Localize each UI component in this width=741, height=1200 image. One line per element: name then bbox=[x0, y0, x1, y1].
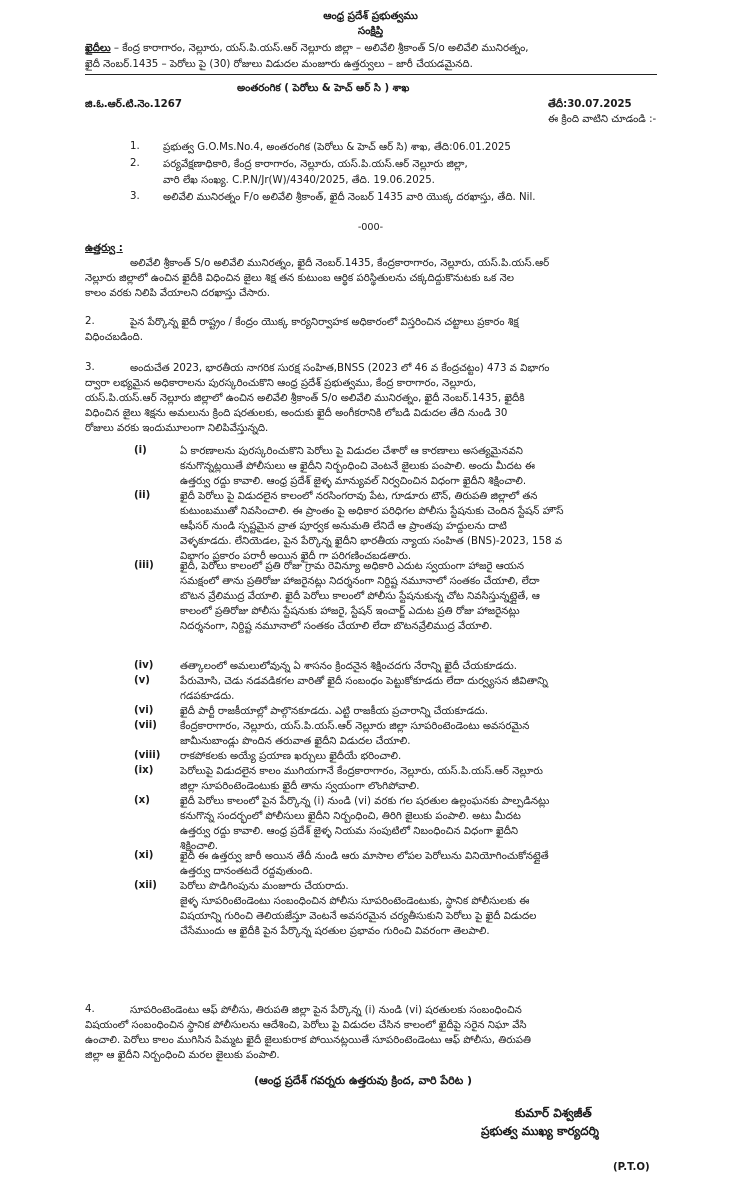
para3-number: 3. bbox=[85, 362, 95, 373]
condition-line: కాలంలో ప్రతిరోజు పోలీసు స్టేషనుకు హాజరై, స్టేషన్ ఇంచార్జ్ ఎదుట ప్రతి రోజు హాజరైనట్లు bbox=[180, 606, 520, 617]
condition-line: ఆఫీసర్ నుండి స్పష్టమైన వ్రాత పూర్వక అనుమతి లేనిదే ఆ ప్రాంతపు హద్దులను దాటి bbox=[180, 521, 507, 532]
condition-line: కేంద్రకారాగారం, నెల్లూరు, యస్.పి.యస్.ఆర్ నెల్లూరు జిల్లా సూపరింటెండెంటు అవసరమైన bbox=[180, 721, 530, 732]
order-label: ఉత్తర్వు : bbox=[85, 243, 123, 254]
para1-line: కాలం వరకు నిలిపి వేయాలని దరఖాస్తు చేసారు. bbox=[85, 288, 271, 299]
condition-line: బొటన వ్రేలిముద్ర వేయాలి. ఖైదీ పెరోలు కాలంలో పోలీసు స్టేషనుకున్న చోట నివసిస్తున్నట్లైతే, ఆ bbox=[180, 591, 540, 602]
condition-number: (vi) bbox=[134, 705, 154, 716]
condition-number: (ix) bbox=[134, 765, 154, 776]
para2-line: పైన పేర్కొన్న ఖైదీ రాష్ట్రం / కేంద్రం యొక్క కార్యనిర్వాహక అధికారంలో విస్తరించిన చట్టాలు ప్రకారం శిక్ష bbox=[130, 317, 519, 328]
condition-number: (v) bbox=[134, 675, 150, 686]
condition-line: సమక్షంలో తాను ప్రతిరోజు హాజరైనట్లు నిదర్శనంగా నిర్దిష్ట నమూనాలో సంతకం చేయాలి, లేదా bbox=[180, 576, 540, 587]
subject-label: ఖైదీలు bbox=[85, 43, 111, 54]
para3-line: ద్వారా లభ్యమైన అధికారాలను పురస్కరించుకొని ఆంధ్ర ప్రదేశ్ ప్రభుత్వము, కేంద్ర కారాగారం, నెల్లూరు, bbox=[85, 378, 477, 389]
go-date: తేదీ:30.07.2025 bbox=[548, 99, 632, 110]
condition-line: జామీనుబాండ్లు పొందిన తరువాత ఖైదీని విడుదల చేయాలి. bbox=[180, 736, 411, 747]
para2-number: 2. bbox=[85, 316, 95, 327]
condition-line: ఖైదీ పార్టీ రాజకీయాల్లో పాల్గొనకూడదు. ఎట్టి రాజకీయ ప్రచారాన్ని చేయకూడదు. bbox=[180, 706, 489, 717]
condition-line: పెరోలుపై విడుదలైన కాలం ముగియగానే కేంద్రకారాగారం, నెల్లూరు, యస్.పి.యస్.ఆర్ నెల్లూరు bbox=[180, 766, 543, 777]
government-heading: ఆంధ్ర ప్రదేశ్ ప్రభుత్వము bbox=[323, 10, 418, 22]
condition-number: (vii) bbox=[134, 720, 157, 731]
condition-line: పేరుమోసి, చెడు నడవడికగల వారితో ఖైదీ సంబంధం పెట్టుకోకూడదు లేదా దుర్వ్యసన జీవితాన్ని bbox=[180, 676, 548, 687]
condition-line: తత్కాలంలో అమలులోవున్న ఏ శాసనం క్రిందనైన శిక్షించదగు నేరాన్ని ఖైదీ చేయకూడదు. bbox=[180, 661, 517, 672]
go-number: జి.ఓ.ఆర్.టి.నెం.1267 bbox=[85, 99, 182, 110]
condition-number: (i) bbox=[134, 445, 147, 456]
reference-number: 3. bbox=[130, 191, 140, 202]
condition-line: ఖైదీ పెరోలు పై విడుదలైన కాలంలో నరసింగరావు పేట, గూడూరు టౌన్, తిరుపతి జిల్లాలో తన bbox=[180, 491, 538, 502]
para1-line: అలివేలి శ్రీకాంత్ S/o అలివేలి మునిరత్నం, ఖైదీ నెంబర్.1435, కేంద్రకారాగారం, నెల్లూరు, యస్.పి.యస్.ఆర్ bbox=[130, 258, 550, 269]
condition-line: ఉత్తర్వు రద్దు కావాలి. ఆంధ్ర ప్రదేశ్ జైళ్ళ నియమ సంపుటిలో నిబంధించిన విధంగా ఖైదీని bbox=[180, 826, 519, 837]
condition-line: ఏ కారణాలను పురస్కరించుకొని పెరోలు పై విడుదల చేశారో ఆ కారణాలు అసత్యమైనవని bbox=[180, 446, 523, 457]
condition-line: వెళ్ళకూడదు. లేనియెడల, పైన పేర్కొన్న ఖైదీని భారతీయ న్యాయ సంహిత (BNS)-2023, 158 వ bbox=[180, 536, 563, 547]
condition-line: ఖైదీ, పెరోలు కాలంలో ప్రతి రోజు గ్రామ రెవిన్యూ అధికారి ఎదుట స్వయంగా హాజరై ఆయన bbox=[180, 561, 525, 572]
condition-line: జైళ్ళ సూపరింటెండెంటు సంబంధించిన పోలీసు సూపరింటెండెంటుకు, స్థానిక పోలీసులకు ఈ bbox=[180, 896, 530, 907]
condition-line: కుటుంబముతో నివసించాలి. ఈ ప్రాంతం పై అధికార పరిధిగల పోలీసు స్టేషనుకు చెందిన స్టేషన్ హౌస్ bbox=[180, 506, 564, 517]
reference-number: 2. bbox=[130, 158, 140, 169]
para4-line: విషయంలో సంబంధించిన స్థానిక పోలీసులను ఆదేశించి, పెరోలు పై విడుదల చేసిన కాలంలో ఖైదీపై సరైన నిఘా వేసి bbox=[85, 1020, 527, 1031]
condition-line: చేసేముందు ఆ ఖైదీకి పైన పేర్కొన్న షరతుల ప్రభావం గురించి వివరంగా తెలపాలి. bbox=[180, 926, 490, 937]
para1-line: నెల్లూరు జిల్లాలో ఉంచిన ఖైదీకి విధించిన జైలు శిక్ష తన కుటుంబ ఆర్థిక పరిస్థితులను చక్కదిద్దుకొనుటకు ఒక నెల bbox=[85, 273, 514, 284]
condition-line: ఉత్తర్వు రద్దు కావాలి. ఆంధ్ర ప్రదేశ్ జైళ్ళ మాన్యువల్ నిర్వచించిన విధంగా ఖైదీని శిక్షించాలి. bbox=[180, 476, 527, 487]
condition-line: ఖైదీ ఈ ఉత్తర్వు జారీ అయిన తేదీ నుండి ఆరు మాసాల లోపల పెరోలును వినియోగించుకోనట్లైతే bbox=[180, 851, 549, 862]
condition-line: ఉత్తర్వు దానంతటదే రద్దవుతుంది. bbox=[180, 866, 313, 877]
para4-line: జిల్లా ఆ ఖైదీని నిర్బంధించి మరల జైలుకు పంపాలి. bbox=[85, 1050, 280, 1061]
reference-line: అలివేలి మునిరత్నం F/o అలివేలి శ్రీకాంత్, ఖైదీ నెంబర్ 1435 వారి యొక్క దరఖాస్తు, తేది. Nil. bbox=[163, 192, 536, 203]
condition-number: (xii) bbox=[134, 880, 157, 891]
condition-line: శిక్షించాలి. bbox=[180, 841, 219, 852]
para4-line: ఉంచాలి. పెరోలు కాలం ముగిసిన పిమ్మట ఖైదీ జైలుకురాక పోయినట్లయితే సూపరింటెండెంటు ఆఫ్ పోలీసు, తిరుపతి bbox=[85, 1035, 532, 1046]
read-heading: ఈ క్రింది వాటిని చూడండి :- bbox=[548, 114, 657, 125]
reference-line: వారి లేఖ సంఖ్య. C.P.N/Jr(W)/4340/2025, తేది. 19.06.2025. bbox=[163, 175, 435, 186]
condition-number: (xi) bbox=[134, 850, 154, 861]
para3-line: యస్.పి.యస్.ఆర్ నెల్లూరు జిల్లాలో ఉంచిన అలివేలి శ్రీకాంత్ S/o అలివేలి మునిరత్నం, ఖైదీ నెంబర్.1435, ఖైదీకి bbox=[85, 393, 525, 404]
condition-line: విషయాన్ని గురించి తెలియజేస్తూ వెంటనే అవసరమైన చర్యతీసుకుని పెరోలు పై ఖైదీ విడుదల bbox=[180, 911, 537, 922]
para2-line: విధించబడింది. bbox=[85, 332, 143, 343]
signatory-name: కుమార్ విశ్వజీత్ bbox=[515, 1106, 592, 1120]
pto-marker: (P.T.O) bbox=[613, 1162, 650, 1173]
condition-number: (iii) bbox=[134, 560, 154, 571]
separator: -000- bbox=[357, 222, 384, 233]
condition-line: గడపకూడదు. bbox=[180, 691, 235, 702]
condition-line: విభాగం ప్రకారం పరారీ అయిన ఖైదీ గా పరిగణించబడతారు. bbox=[180, 551, 412, 562]
para4-number: 4. bbox=[85, 1004, 95, 1015]
condition-line: నిదర్శనంగా, నిర్దిష్ట నమూనాలో సంతకం చేయాలి లేదా బొటనవ్రేలిముద్ర వేయాలి. bbox=[180, 621, 493, 632]
reference-line: పర్యవేక్షణాధికారి, కేంద్ర కారాగారం, నెల్లూరు, యస్.పి.యస్.ఆర్ నెల్లూరు జిల్లా, bbox=[163, 159, 468, 170]
condition-number: (ii) bbox=[134, 490, 151, 501]
reference-line: ప్రభుత్వ G.O.Ms.No.4, అంతరంగిక (పెరోలు & హెచ్ ఆర్ సి) శాఖ, తేది:06.01.2025 bbox=[163, 142, 511, 153]
para3-line: రోజులు వరకు ఇందుమూలంగా నిలిపివేస్తున్నది. bbox=[85, 423, 269, 434]
governor-order: (ఆంధ్ర ప్రదేశ్ గవర్నరు ఉత్తరువు క్రింద, వారి పేరిట ) bbox=[254, 1074, 473, 1087]
department: అంతరంగిక ( పెరోలు & హెచ్ ఆర్ సి ) శాఖ bbox=[237, 83, 410, 94]
condition-line: రాకపోకలకు అయ్యే ప్రయాణ ఖర్చులు ఖైదీయే భరించాలి. bbox=[180, 751, 402, 762]
subject-line-2: ఖైదీ నెంబర్.1435 – పెరోలు పై (30) రోజులు విడుదల మంజూరు ఉత్తర్వులు – జారీ చేయడమైనది. bbox=[85, 59, 473, 70]
abstract-heading: సంక్షిప్తి bbox=[357, 25, 384, 37]
condition-number: (x) bbox=[134, 795, 150, 806]
para4-line: సూపరింటెండెంటు ఆఫ్ పోలీసు, తిరుపతి జిల్లా పైన పేర్కొన్న (i) నుండి (vi) షరతులకు సంబంధించిన bbox=[130, 1005, 522, 1016]
condition-number: (iv) bbox=[134, 660, 154, 671]
subject-line-1: ఖైదీలు – కేంద్ర కారాగారం, నెల్లూరు, యస్.పి.యస్.ఆర్ నెల్లూరు జిల్లా – అలివేలి శ్రీకాంత్ S/o అలివేలి మునిరత్నం, bbox=[85, 43, 529, 54]
condition-line: జిల్లా సూపరింటెండెంటుకు ఖైదీ తాను స్వయంగా లొంగిపోవాలి. bbox=[180, 781, 420, 792]
signatory-designation: ప్రభుత్వ ముఖ్య కార్యదర్శి bbox=[481, 1124, 599, 1138]
reference-number: 1. bbox=[130, 141, 140, 152]
condition-number: (viii) bbox=[134, 750, 161, 761]
condition-line: ఖైదీ పెరోలు కాలంలో పైన పేర్కొన్న (i) నుండి (vi) వరకు గల షరతుల ఉల్లంఘనకు పాల్పడినట్లు bbox=[180, 796, 550, 807]
subject-underline bbox=[85, 74, 657, 75]
para3-line: విధించిన జైలు శిక్షను అమలును క్రింది షరతులకు, అందుకు ఖైదీ అంగీకరానికి లోబడి విడుదల తేది నుండి 30 bbox=[85, 408, 508, 419]
para3-line: అందుచేత 2023, భారతీయ నాగరిక సురక్ష సంహిత,BNSS (2023 లో 46 వ కేంద్రచట్టం) 473 వ విభాగం bbox=[130, 363, 550, 374]
condition-line: కనుగొన్న సందర్భంలో పోలీసులు ఖైదీని నిర్బంధించి, తిరిగి జైలుకు పంపాలి. అటు మీదట bbox=[180, 811, 521, 822]
condition-line: పెరోలు పొడిగింపును మంజూరు చేయరాదు. bbox=[180, 881, 349, 892]
condition-line: కనుగొన్నట్లయితే పోలీసులు ఆ ఖైదీని నిర్బంధించి వెంటనే జైలుకు పంపాలి. అందు మీదట ఈ bbox=[180, 461, 536, 472]
